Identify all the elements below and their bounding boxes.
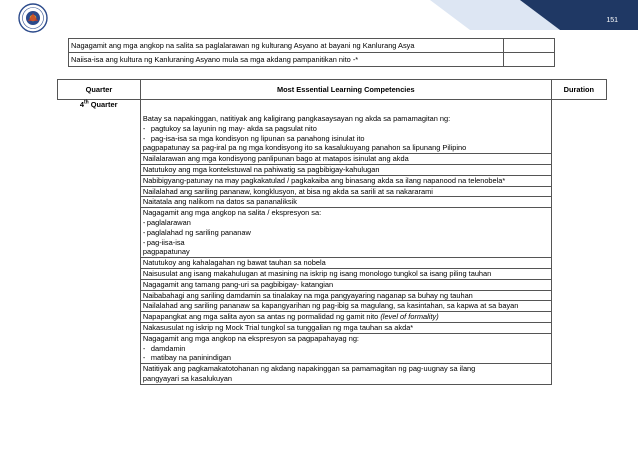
- table-row: [58, 268, 607, 279]
- table-row: [58, 100, 607, 154]
- table-row: [58, 197, 607, 208]
- bullet-item: - pag-iisa-isa: [142, 237, 185, 247]
- competency-text: pangyayari sa kasalukuyan: [142, 373, 233, 383]
- competencies-header: Most Essential Learning Competencies: [140, 80, 551, 100]
- deped-seal-logo: [18, 3, 48, 33]
- bullet-text: pag-iisa-isa: [146, 237, 185, 247]
- bullet-item: - pag-isa-isa sa mga kondisyon ng lipunan sa panahong isinulat ito: [142, 133, 365, 143]
- table-row: [58, 333, 607, 363]
- competency-cell: [140, 364, 551, 385]
- competency-text: Natutukoy ang kahalagahan ng bawat tauhan sa nobela: [140, 258, 551, 269]
- duration-cell: [504, 53, 555, 67]
- table-row: [58, 364, 607, 385]
- competency-text: Nagagamit ang mga angkop na salita sa paglalarawan ng kulturang Asyano at bayani ng Kanlurang Asya: [69, 39, 504, 53]
- header-band: [0, 0, 638, 30]
- competency-text: Nagagamit ang mga angkop na ekspresyon sa pagpapahayag ng:: [142, 333, 359, 343]
- competency-cell: [140, 100, 551, 154]
- duration-header: Duration: [551, 80, 606, 100]
- bullet-text: damdamin: [150, 343, 186, 353]
- competency-text: Batay sa napakinggan, natitiyak ang kaligirang pangkasaysayan ng akda sa pamamagitan ng:: [142, 114, 451, 123]
- quarter-header: Quarter: [58, 80, 141, 100]
- table-header-row: [58, 80, 607, 100]
- quarter-label: Quarter: [88, 100, 118, 109]
- competency-text: Nailalarawan ang mga kondisyong panlipunan bago at matapos isinulat ang akda: [140, 154, 551, 165]
- competency-text: Naisusulat ang isang makahulugan at masining na iskrip ng isang monologo tungkol sa isang piling tauhan: [140, 268, 551, 279]
- table-row: [58, 312, 607, 323]
- bullet-text: paglalarawan: [146, 217, 191, 227]
- table-row: [58, 290, 607, 301]
- table-row: [58, 175, 607, 186]
- competency-text: Napapangkat ang mga salita ayon sa antas ng pormalidad ng gamit nito: [142, 312, 381, 322]
- bullet-item: - damdamin: [142, 343, 186, 353]
- competency-text: Nakasusulat ng iskrip ng Mock Trial tungkol sa tunggalian ng mga tauhan sa akda*: [140, 322, 551, 333]
- competency-text: Nailalahad ang sariling pananaw sa kapangyarihan ng pag-ibig sa magulang, sa kasintahan, sa kapwa at sa bayan: [140, 301, 551, 312]
- competency-text: Nagagamit ang mga angkop na salita / ekspresyon sa:: [142, 208, 322, 218]
- quarter-cell: [58, 100, 141, 385]
- table-row: [58, 208, 607, 258]
- quarter-number: 4: [79, 100, 84, 109]
- competency-text: Natitiyak ang pagkamakatotohanan ng akdang napakinggan sa pamamagitan ng pag-uugnay sa ilang: [142, 364, 476, 374]
- quarter-suffix: th: [83, 99, 89, 106]
- competency-text: Naiisa-isa ang kultura ng Kanluraning Asyano mula sa mga akdang pampanitikan nito -*: [69, 53, 504, 67]
- page-number: 151: [606, 17, 618, 24]
- bullet-item: - paglalahad ng sariling pananaw: [142, 227, 251, 237]
- table-row: [69, 53, 555, 67]
- bullet-text: matibay na paninindigan: [150, 353, 231, 363]
- table-row: [58, 301, 607, 312]
- competency-text: Nagagamit ang tamang pang-uri sa pagbibigay- katangian: [140, 279, 551, 290]
- table-row: [58, 164, 607, 175]
- bullet-text: pag-isa-isa sa mga kondisyon ng lipunan sa panahong isinulat ito: [150, 133, 365, 143]
- duration-cell: [551, 100, 606, 385]
- bullet-text: pagtukoy sa layunin ng may- akda sa pagsulat nito: [150, 123, 317, 133]
- competency-text: Naibabahagi ang sariling damdamin sa tinalakay na mga pangyayaring naganap sa buhay ng tauhan: [140, 290, 551, 301]
- competency-text: Nabibigyang-patunay na may pagkakatulad / pagkakaiba ang binasang akda sa ilang napanood na telenobela*: [140, 175, 551, 186]
- competency-italic-text: (level of formality): [380, 312, 439, 322]
- competency-text: pagpapatunay sa pag-iral pa ng mga kondisyong ito sa kasalukuyang panahon sa lipunang Pilipino: [142, 143, 467, 153]
- competency-cell: [140, 208, 551, 258]
- melc-table: [57, 79, 607, 385]
- bullet-item: - pagtukoy sa layunin ng may- akda sa pagsulat nito: [142, 123, 317, 133]
- competency-cell: [140, 312, 551, 323]
- competency-text: Naitatala ang nalikom na datos sa pananaliksik: [140, 197, 551, 208]
- bullet-item: - paglalarawan: [142, 217, 191, 227]
- duration-cell: [504, 39, 555, 53]
- competency-cell: [140, 333, 551, 363]
- table-row: [69, 39, 555, 53]
- competency-text: Nailalahad ang sariling pananaw, kongklusyon, at bisa ng akda sa sarili at sa nakararami: [140, 186, 551, 197]
- table-row: [58, 258, 607, 269]
- table-row: [58, 279, 607, 290]
- table-row: [58, 186, 607, 197]
- bullet-item: - matibay na paninindigan: [142, 353, 231, 363]
- table-row: [58, 322, 607, 333]
- table-row: [58, 154, 607, 165]
- top-competency-table: [68, 38, 555, 67]
- competency-text: pagpapatunay: [142, 247, 190, 257]
- bullet-text: paglalahad ng sariling pananaw: [146, 227, 251, 237]
- competency-text: Natutukoy ang mga kontekstuwal na pahiwatig sa pagbibigay-kahulugan: [140, 164, 551, 175]
